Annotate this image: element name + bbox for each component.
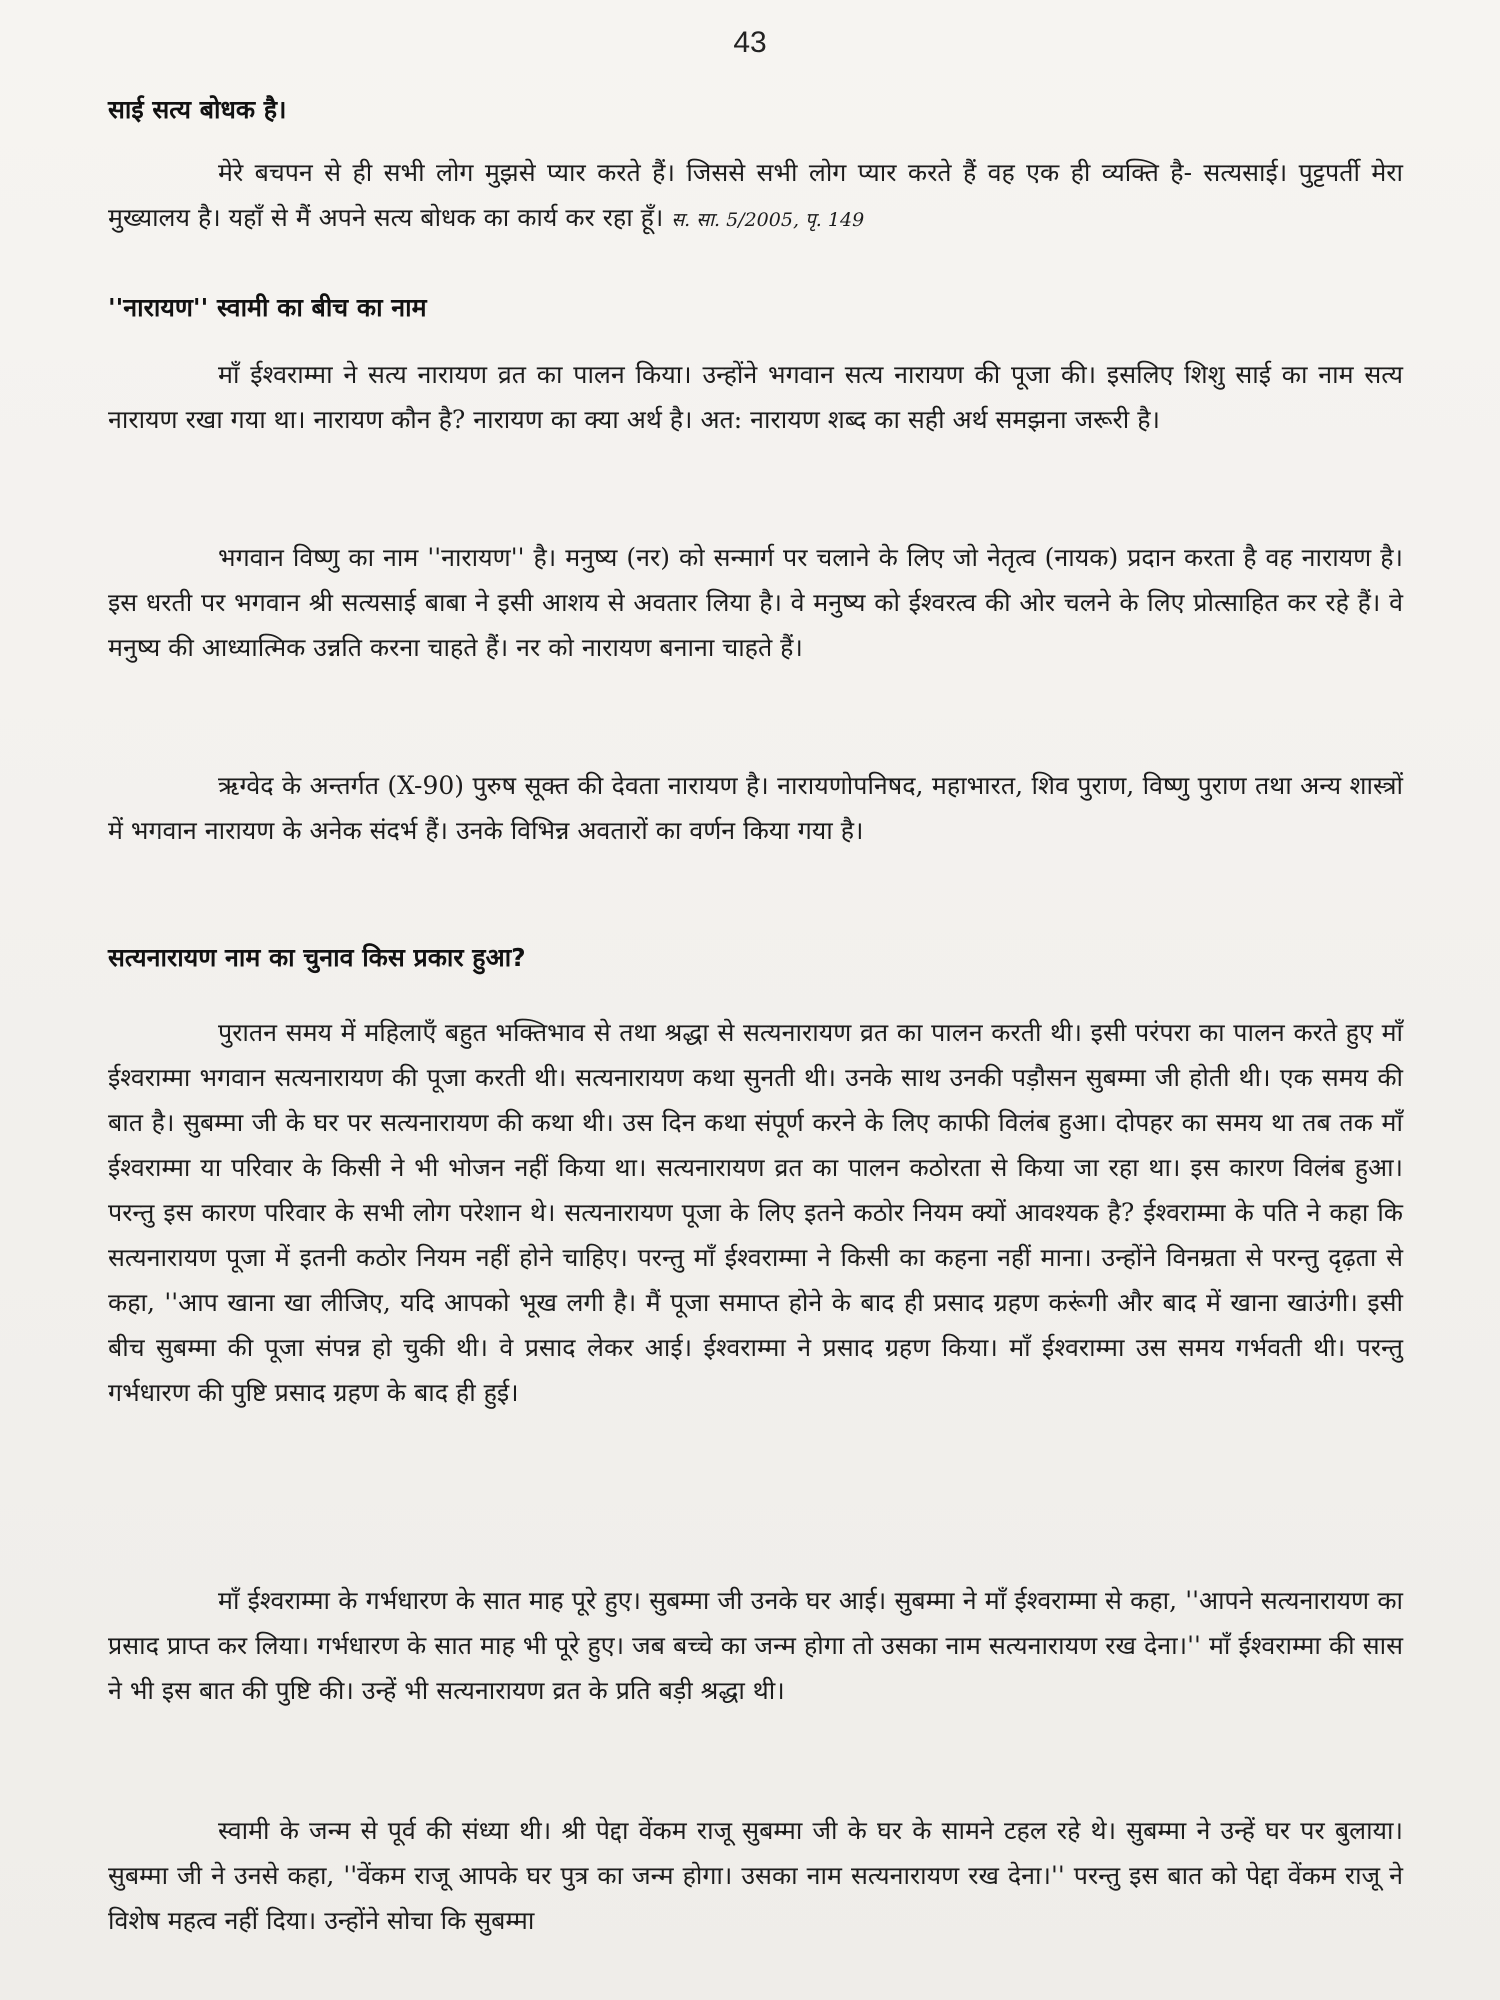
- paragraph-6: माँ ईश्वराम्मा के गर्भधारण के सात माह पूरे हुए। सुबम्मा जी उनके घर आई। सुबम्मा ने माँ ईश्वराम्मा से कहा, ''आपने सत्यनारायण का प्रसाद प्राप्त कर लिया। गर्भधारण के सात माह भी पूरे हुए। जब बच्चे का जन्म होगा तो उसका नाम सत्यनारायण रख देना।'' माँ ईश्वराम्मा की सास ने भी इस बात की पुष्टि की। उन्हें भी सत्यनारायण व्रत के प्रति बड़ी श्रद्धा थी।: [108, 1586, 1403, 1705]
- citation: स. सा. 5/2005, पृ. 149: [671, 209, 865, 231]
- paragraph-1-text: मेरे बचपन से ही सभी लोग मुझसे प्यार करते हैं। जिससे सभी लोग प्यार करते हैं वह एक ही व्यक्ति है- सत्यसाई। पुट्टपर्ती मेरा मुख्यालय है। यहाँ से मैं अपने सत्य बोधक का कार्य कर रहा हूँ।: [108, 158, 1403, 232]
- paragraph-1: [108, 150, 1403, 243]
- paragraph-4: ऋग्वेद के अन्तर्गत (X-90) पुरुष सूक्त की देवता नारायण है। नारायणोपनिषद, महाभारत, शिव पुराण, विष्णु पुराण तथा अन्य शास्त्रों में भगवान नारायण के अनेक संदर्भ हैं। उनके विभिन्न अवतारों का वर्णन किया गया है।: [108, 771, 1403, 845]
- section-heading-narayan-middle-name: ''नारायण'' स्वामी का बीच का नाम: [108, 293, 427, 322]
- section-heading-name-selection: सत्यनारायण नाम का चुनाव किस प्रकार हुआ?: [108, 943, 526, 972]
- paragraph-2: माँ ईश्वराम्मा ने सत्य नारायण व्रत का पालन किया। उन्होंने भगवान सत्य नारायण की पूजा की। इसलिए शिशु साई का नाम सत्य नारायण रखा गया था। नारायण कौन है? नारायण का क्या अर्थ है। अत: नारायण शब्द का सही अर्थ समझना जरूरी है।: [108, 360, 1403, 434]
- paragraph-7: स्वामी के जन्म से पूर्व की संध्या थी। श्री पेद्दा वेंकम राजू सुबम्मा जी के घर के सामने टहल रहे थे। सुबम्मा ने उन्हें घर पर बुलाया। सुबम्मा जी ने उनसे कहा, ''वेंकम राजू आपके घर पुत्र का जन्म होगा। उसका नाम सत्यनारायण रख देना।'' परन्तु इस बात को पेद्दा वेंकम राजू ने विशेष महत्व नहीं दिया। उन्होंने सोचा कि सुबम्मा: [108, 1816, 1403, 1935]
- paragraph-3: भगवान विष्णु का नाम ''नारायण'' है। मनुष्य (नर) को सन्मार्ग पर चलाने के लिए जो नेतृत्व (नायक) प्रदान करता है वह नारायण है। इस धरती पर भगवान श्री सत्यसाई बाबा ने इसी आशय से अवतार लिया है। वे मनुष्य को ईश्वरत्व की ओर चलने के लिए प्रोत्साहित कर रहे हैं। वे मनुष्य की आध्यात्मिक उन्नति करना चाहते हैं। नर को नारायण बनाना चाहते हैं।: [108, 543, 1403, 662]
- page-number: 43: [733, 26, 767, 59]
- paragraph-5: पुरातन समय में महिलाएँ बहुत भक्तिभाव से तथा श्रद्धा से सत्यनारायण व्रत का पालन करती थी। इसी परंपरा का पालन करते हुए माँ ईश्वराम्मा भगवान सत्यनारायण की पूजा करती थी। सत्यनारायण कथा सुनती थी। उनके साथ उनकी पड़ौसन सुबम्मा जी होती थी। एक समय की बात है। सुबम्मा जी के घर पर सत्यनारायण की कथा थी। उस दिन कथा संपूर्ण करने के लिए काफी विलंब हुआ। दोपहर का समय था तब तक माँ ईश्वराम्मा या परिवार के किसी ने भी भोजन नहीं किया था। सत्यनारायण व्रत का पालन कठोरता से किया जा रहा था। इस कारण विलंब हुआ। परन्तु इस कारण परिवार के सभी लोग परेशान थे। सत्यनारायण पूजा के लिए इतने कठोर नियम क्यों आवश्यक है? ईश्वराम्मा के पति ने कहा कि सत्यनारायण पूजा में इतनी कठोर नियम नहीं होने चाहिए। परन्तु माँ ईश्वराम्मा ने किसी का कहना नहीं माना। उन्होंने विनम्रता से परन्तु दृढ़ता से कहा, ''आप खाना खा लीजिए, यदि आपको भूख लगी है। मैं पूजा समाप्त होने के बाद ही प्रसाद ग्रहण करूंगी और बाद में खाना खाउंगी। इसी बीच सुबम्मा की पूजा संपन्न हो चुकी थी। वे प्रसाद लेकर आई। ईश्वराम्मा ने प्रसाद ग्रहण किया। माँ ईश्वराम्मा उस समय गर्भवती थी। परन्तु गर्भधारण की पुष्टि प्रसाद ग्रहण के बाद ही हुई।: [108, 1018, 1403, 1407]
- section-heading-sai-satya-bodhak: साई सत्य बोधक है।: [108, 95, 287, 124]
